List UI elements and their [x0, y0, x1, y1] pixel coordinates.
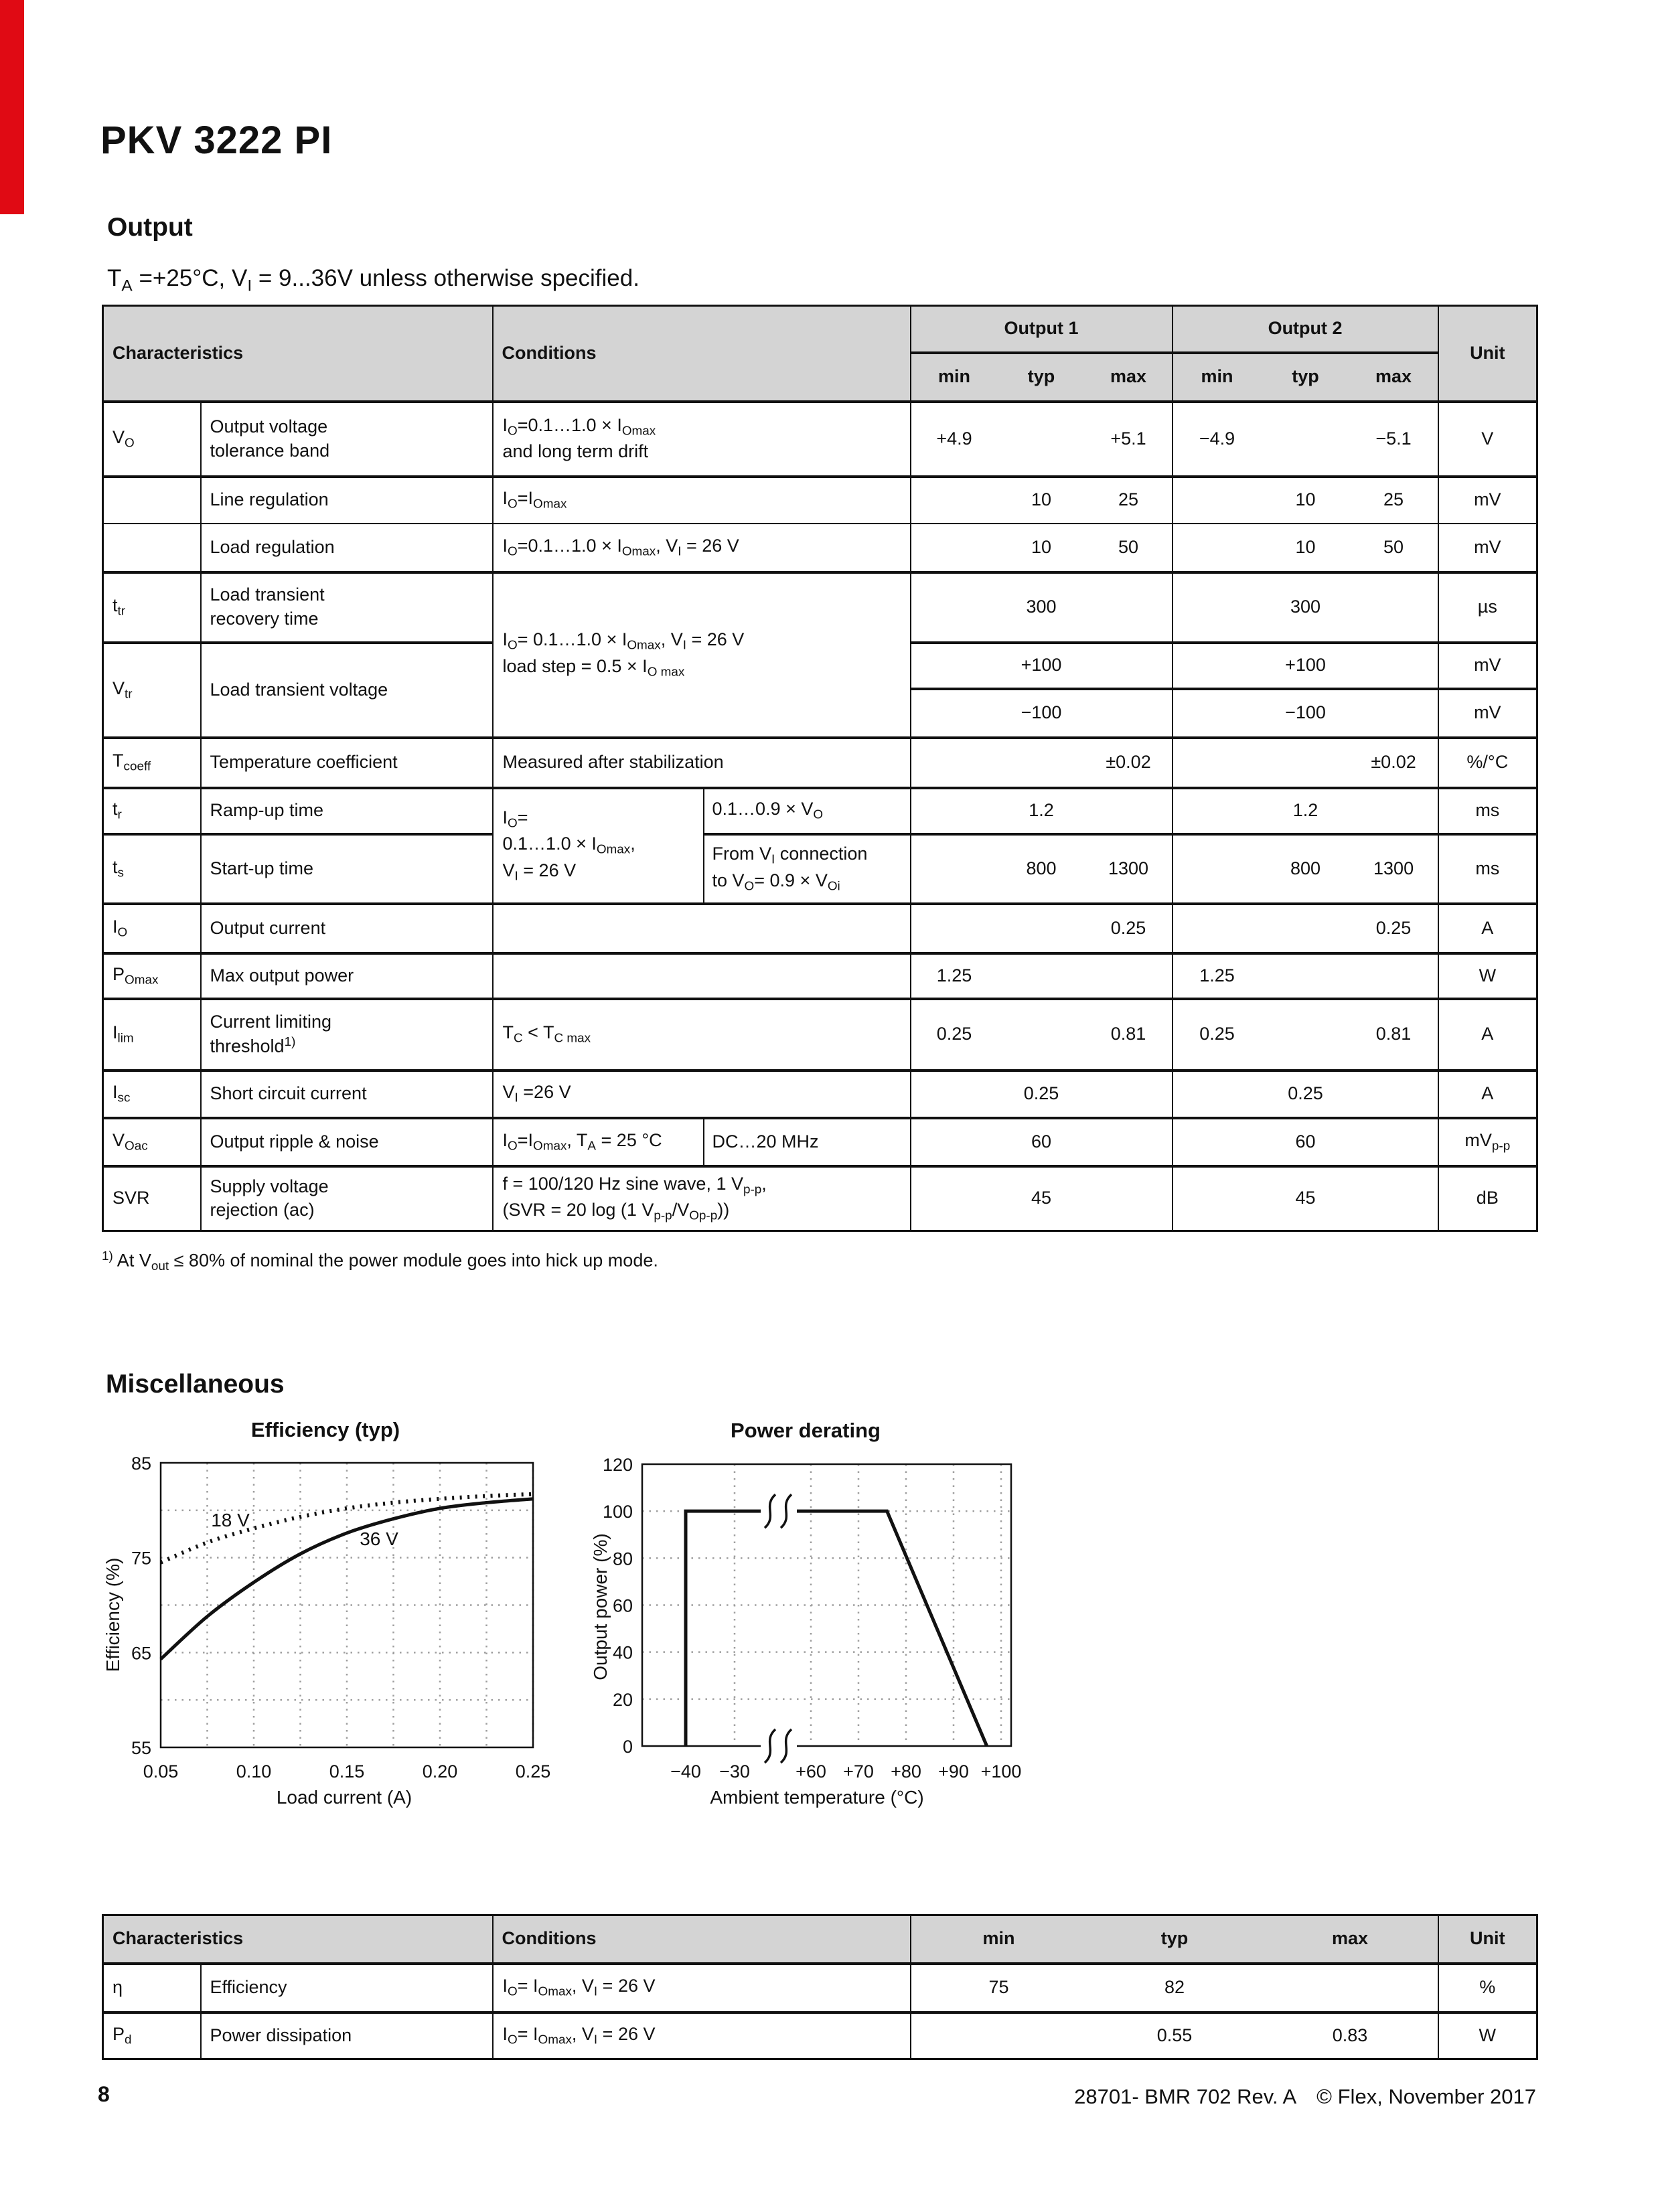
value-cell [998, 738, 1085, 788]
value-cell [1350, 572, 1438, 643]
page-number: 8 [98, 2082, 110, 2106]
symbol-cell: SVR [103, 1166, 201, 1231]
symbol-cell [103, 477, 201, 524]
value-cell [911, 834, 998, 904]
o2-min-header: min [1173, 353, 1262, 402]
value-cell [1262, 738, 1350, 788]
table-row [103, 1071, 1537, 1118]
value-cell: 60 [1262, 1118, 1350, 1166]
characteristic-name-cell: Current limiting threshold$^{1)}$ [201, 999, 493, 1071]
characteristic-name-cell: Temperature coefficient [201, 738, 493, 788]
characteristic-name-cell: Max output power [201, 953, 493, 999]
symbol-cell: $I_{lim}$ [103, 999, 201, 1071]
table-header-row [103, 1915, 1537, 1964]
svg-text:+80: +80 [891, 1761, 921, 1782]
footnote: $^{1)}$ At $V_{out} \le 80\%$ of nominal the power module goes into hick up mode. [102, 1249, 658, 1274]
svg-text:0: 0 [622, 1737, 633, 1757]
svg-text:60: 60 [612, 1595, 633, 1616]
value-cell [1350, 788, 1438, 834]
condition-cell [493, 904, 911, 953]
value-cell: 75 [911, 1964, 1087, 2012]
characteristic-name-cell: Ramp-up time [201, 788, 493, 834]
unit-cell: A [1438, 904, 1537, 953]
output-characteristics-table [102, 305, 1538, 1232]
max-header: max [1263, 1915, 1438, 1964]
o2-typ-header: typ [1262, 353, 1350, 402]
value-cell [998, 904, 1085, 953]
svg-text:−40: −40 [670, 1761, 701, 1782]
page-edge-red-tab [0, 0, 24, 214]
svg-text:20: 20 [612, 1689, 633, 1710]
conditions-header: Conditions [493, 1915, 911, 1964]
value-cell [1085, 1166, 1173, 1231]
output-table-header [103, 306, 1537, 402]
symbol-cell: $P_d$ [103, 2012, 201, 2059]
value-cell [998, 999, 1085, 1071]
value-cell: −5.1 [1350, 402, 1438, 477]
o2-max-header: max [1350, 353, 1438, 402]
symbol-cell: $t_r$ [103, 788, 201, 834]
unit-cell: mV [1438, 689, 1537, 738]
value-cell [1173, 524, 1262, 572]
svg-text:0.05: 0.05 [143, 1761, 179, 1782]
svg-text:Efficiency (%): Efficiency (%) [102, 1557, 123, 1672]
svg-text:40: 40 [612, 1642, 633, 1663]
svg-text:0.15: 0.15 [329, 1761, 365, 1782]
table-row [103, 788, 1537, 834]
table-row [103, 2012, 1537, 2059]
value-cell: 1.2 [1262, 788, 1350, 834]
value-cell [1262, 999, 1350, 1071]
symbol-cell: $V_O$ [103, 402, 201, 477]
doc-reference: 28701- BMR 702 Rev. A [1074, 2085, 1297, 2108]
value-cell [1262, 904, 1350, 953]
svg-text:100: 100 [602, 1502, 633, 1522]
svg-text:+60: +60 [796, 1761, 826, 1782]
value-cell: 1.25 [911, 953, 998, 999]
value-cell: 45 [1262, 1166, 1350, 1231]
svg-text:+70: +70 [843, 1761, 874, 1782]
value-cell: 0.25 [998, 1071, 1085, 1118]
value-cell: 1.2 [998, 788, 1085, 834]
value-cell: 1300 [1085, 834, 1173, 904]
characteristic-name-cell: Short circuit current [201, 1071, 493, 1118]
svg-text:65: 65 [131, 1643, 151, 1664]
symbol-cell: $I_{sc}$ [103, 1071, 201, 1118]
value-cell: +5.1 [1085, 402, 1173, 477]
svg-text:85: 85 [131, 1453, 151, 1474]
svg-text:Ambient temperature (°C): Ambient temperature (°C) [710, 1787, 924, 1808]
unit-cell: ms [1438, 834, 1537, 904]
output1-header: Output 1 [911, 306, 1173, 353]
symbol-cell: $V_{Oac}$ [103, 1118, 201, 1166]
value-cell: 10 [1262, 477, 1350, 524]
value-cell: 800 [998, 834, 1085, 904]
characteristics-header: Characteristics [103, 306, 493, 402]
characteristic-name-cell: Load transient voltage [201, 643, 493, 738]
value-cell [1173, 1166, 1262, 1231]
value-cell [911, 1166, 998, 1231]
value-cell: 800 [1262, 834, 1350, 904]
table-row [103, 904, 1537, 953]
value-cell [1173, 904, 1262, 953]
value-cell [1085, 643, 1173, 689]
value-cell: 45 [998, 1166, 1085, 1231]
miscellaneous-table [102, 1914, 1538, 2060]
value-cell: −100 [998, 689, 1085, 738]
value-cell: 0.25 [911, 999, 998, 1071]
characteristic-name-cell: Power dissipation [201, 2012, 493, 2059]
symbol-cell: $I_O$ [103, 904, 201, 953]
value-cell [1173, 1118, 1262, 1166]
value-cell [911, 643, 998, 689]
value-cell [1173, 572, 1262, 643]
svg-text:120: 120 [602, 1455, 633, 1475]
svg-text:55: 55 [131, 1738, 151, 1758]
condition-cell: $I_O=0.1\dots 1.0 \times I_{Omax}$ and long term drift [493, 402, 911, 477]
svg-text:80: 80 [612, 1549, 633, 1569]
svg-text:−30: −30 [719, 1761, 750, 1782]
table-row [103, 953, 1537, 999]
value-cell [1173, 788, 1262, 834]
value-cell [1350, 1166, 1438, 1231]
derating-curve [686, 1511, 987, 1746]
value-cell: +100 [1262, 643, 1350, 689]
value-cell: 300 [1262, 572, 1350, 643]
value-cell [1262, 953, 1350, 999]
characteristic-name-cell: Load transient recovery time [201, 572, 493, 643]
value-cell [1085, 788, 1173, 834]
min-header: min [911, 1915, 1087, 1964]
table-row [103, 999, 1537, 1071]
value-cell: +4.9 [911, 402, 998, 477]
condition-cell: $I_O=$ 0.1…1.0 × $I_{Omax}$, $V_I = 26$ V [493, 788, 704, 904]
value-cell [911, 1071, 998, 1118]
o1-typ-header: typ [998, 353, 1085, 402]
value-cell [1085, 572, 1173, 643]
value-cell [1085, 1071, 1173, 1118]
page-title: PKV 3222 PI [100, 118, 333, 162]
value-cell: −4.9 [1173, 402, 1262, 477]
symbol-cell: $T_{coeff}$ [103, 738, 201, 788]
value-cell [1173, 834, 1262, 904]
test-conditions-note: $T_A =+25^\circ C$, $V_I = 9...36V$ unless otherwise specified. [107, 265, 639, 295]
svg-text:Load current (A): Load current (A) [276, 1787, 412, 1808]
value-cell [911, 524, 998, 572]
value-cell: 50 [1085, 524, 1173, 572]
svg-text:+100: +100 [980, 1761, 1022, 1782]
value-cell: 1300 [1350, 834, 1438, 904]
conditions-header: Conditions [493, 306, 911, 402]
o1-max-header: max [1085, 353, 1173, 402]
value-cell: 10 [998, 477, 1085, 524]
value-cell [1173, 477, 1262, 524]
table-row [103, 1964, 1537, 2012]
copyright-text: © Flex, November 2017 [1316, 2085, 1536, 2108]
value-cell: 10 [1262, 524, 1350, 572]
unit-cell: mV [1438, 477, 1537, 524]
value-cell [1173, 738, 1262, 788]
svg-text:75: 75 [131, 1548, 151, 1569]
table-row [103, 1166, 1537, 1231]
value-cell: 0.25 [1173, 999, 1262, 1071]
value-cell [911, 2012, 1087, 2059]
svg-text:0.25: 0.25 [515, 1761, 551, 1782]
value-cell: 0.81 [1350, 999, 1438, 1071]
value-cell [1350, 643, 1438, 689]
section-heading-output: Output [107, 213, 193, 242]
value-cell [1085, 953, 1173, 999]
condition-cell: $I_O=I_{Omax}$, $T_A = 25$ °C [493, 1118, 704, 1166]
unit-cell: dB [1438, 1166, 1537, 1231]
unit-cell: mV [1438, 643, 1537, 689]
value-cell [911, 1118, 998, 1166]
value-cell: 60 [998, 1118, 1085, 1166]
condition-cell: $I_O= I_{Omax}$, $V_I = 26$ V [493, 1964, 911, 2012]
symbol-cell: $V_{tr}$ [103, 643, 201, 738]
symbol-cell: $t_{tr}$ [103, 572, 201, 643]
characteristic-name-cell: Start-up time [201, 834, 493, 904]
unit-cell: mV [1438, 524, 1537, 572]
value-cell: 0.25 [1262, 1071, 1350, 1118]
value-cell [911, 788, 998, 834]
value-cell: 0.25 [1350, 904, 1438, 953]
characteristics-header: Characteristics [103, 1915, 493, 1964]
value-cell: 25 [1350, 477, 1438, 524]
table-row [103, 738, 1537, 788]
sub-condition-cell: 0.1…0.9 × $V_O$ [704, 788, 911, 834]
characteristic-name-cell: Line regulation [201, 477, 493, 524]
svg-text:+90: +90 [938, 1761, 969, 1782]
value-cell [1350, 689, 1438, 738]
characteristic-name-cell: Efficiency [201, 1964, 493, 2012]
characteristic-name-cell: Supply voltage rejection (ac) [201, 1166, 493, 1231]
value-cell [1085, 1118, 1173, 1166]
table-row [103, 834, 1537, 904]
condition-cell: $V_I =26$ V [493, 1071, 911, 1118]
condition-cell [493, 953, 911, 999]
table-row [103, 402, 1537, 477]
o1-min-header: min [911, 353, 998, 402]
characteristic-name-cell: Output current [201, 904, 493, 953]
value-cell [1173, 1071, 1262, 1118]
unit-cell: %/°C [1438, 738, 1537, 788]
value-cell [1262, 402, 1350, 477]
characteristic-name-cell: Load regulation [201, 524, 493, 572]
svg-text:Efficiency (typ): Efficiency (typ) [250, 1418, 400, 1441]
section-heading-miscellaneous: Miscellaneous [106, 1370, 285, 1399]
value-cell: 50 [1350, 524, 1438, 572]
table-row [103, 572, 1537, 643]
value-cell [1263, 1964, 1438, 2012]
unit-cell: A [1438, 1071, 1537, 1118]
value-cell: 300 [998, 572, 1085, 643]
unit-header: Unit [1438, 1915, 1537, 1964]
value-cell [1173, 643, 1262, 689]
table-row [103, 524, 1537, 572]
power-derating-chart [576, 1405, 1045, 1814]
value-cell: 10 [998, 524, 1085, 572]
svg-text:0.10: 0.10 [236, 1761, 272, 1782]
value-cell: 25 [1085, 477, 1173, 524]
condition-cell: Measured after stabilization [493, 738, 911, 788]
misc-table-header [103, 1915, 1537, 1964]
value-cell: 0.55 [1087, 2012, 1263, 2059]
value-cell [1350, 953, 1438, 999]
value-cell [998, 953, 1085, 999]
value-cell [911, 904, 998, 953]
value-cell [1173, 689, 1262, 738]
value-cell [1350, 1071, 1438, 1118]
efficiency-chart [80, 1405, 589, 1814]
unit-header: Unit [1438, 306, 1537, 402]
characteristic-name-cell: Output voltage tolerance band [201, 402, 493, 477]
unit-cell: ms [1438, 788, 1537, 834]
value-cell: +100 [998, 643, 1085, 689]
symbol-cell: $t_s$ [103, 834, 201, 904]
value-cell: 1.25 [1173, 953, 1262, 999]
value-cell [998, 402, 1085, 477]
value-cell: ±0.02 [1085, 738, 1173, 788]
svg-text:Output power (%): Output power (%) [590, 1533, 611, 1680]
characteristic-name-cell: Output ripple & noise [201, 1118, 493, 1166]
table-row [103, 477, 1537, 524]
svg-text:Power derating: Power derating [731, 1419, 881, 1442]
condition-cell: $I_O= I_{Omax}$, $V_I = 26$ V [493, 2012, 911, 2059]
condition-cell: $I_O=$ 0.1…1.0 × $I_{Omax}$, $V_I = 26$ V load step = $0.5 \times I_{O max}$ [493, 572, 911, 738]
symbol-cell: η [103, 1964, 201, 2012]
symbol-cell [103, 524, 201, 572]
unit-cell: $mV_{p-p}$ [1438, 1118, 1537, 1166]
value-cell: 0.83 [1263, 2012, 1438, 2059]
unit-cell: A [1438, 999, 1537, 1071]
value-cell [911, 689, 998, 738]
value-cell [911, 572, 998, 643]
value-cell: −100 [1262, 689, 1350, 738]
value-cell: 0.81 [1085, 999, 1173, 1071]
unit-cell: W [1438, 2012, 1537, 2059]
unit-cell: µs [1438, 572, 1537, 643]
svg-text:0.20: 0.20 [422, 1761, 458, 1782]
value-cell: ±0.02 [1350, 738, 1438, 788]
unit-cell: V [1438, 402, 1537, 477]
value-cell [911, 477, 998, 524]
svg-text:36 V: 36 V [360, 1528, 398, 1549]
unit-cell: W [1438, 953, 1537, 999]
value-cell [1085, 689, 1173, 738]
footer-revision-line [1074, 2085, 1536, 2109]
unit-cell: % [1438, 1964, 1537, 2012]
condition-cell: $T_C < T_{C max}$ [493, 999, 911, 1071]
svg-text:18 V: 18 V [211, 1510, 250, 1530]
typ-header: typ [1087, 1915, 1263, 1964]
sub-condition-cell: DC…20 MHz [704, 1118, 911, 1166]
value-cell: 82 [1087, 1964, 1263, 2012]
value-cell [1350, 1118, 1438, 1166]
value-cell: 0.25 [1085, 904, 1173, 953]
condition-cell: $I_O=0.1\dots 1.0 \times I_{Omax}$, $V_I = 26$ V [493, 524, 911, 572]
condition-cell: f = 100/120 Hz sine wave, 1 $V_{p-p}$, (SVR = 20 log (1 $V_{p-p}/V_{Op-p}$)) [493, 1166, 911, 1231]
value-cell [911, 738, 998, 788]
table-header-row [103, 306, 1537, 353]
symbol-cell: $P_{Omax}$ [103, 953, 201, 999]
sub-condition-cell: From $V_I$ connection to $V_O= 0.9 \times V_{Oi}$ [704, 834, 911, 904]
condition-cell: $I_O=I_{Omax}$ [493, 477, 911, 524]
output2-header: Output 2 [1173, 306, 1438, 353]
table-row [103, 1118, 1537, 1166]
